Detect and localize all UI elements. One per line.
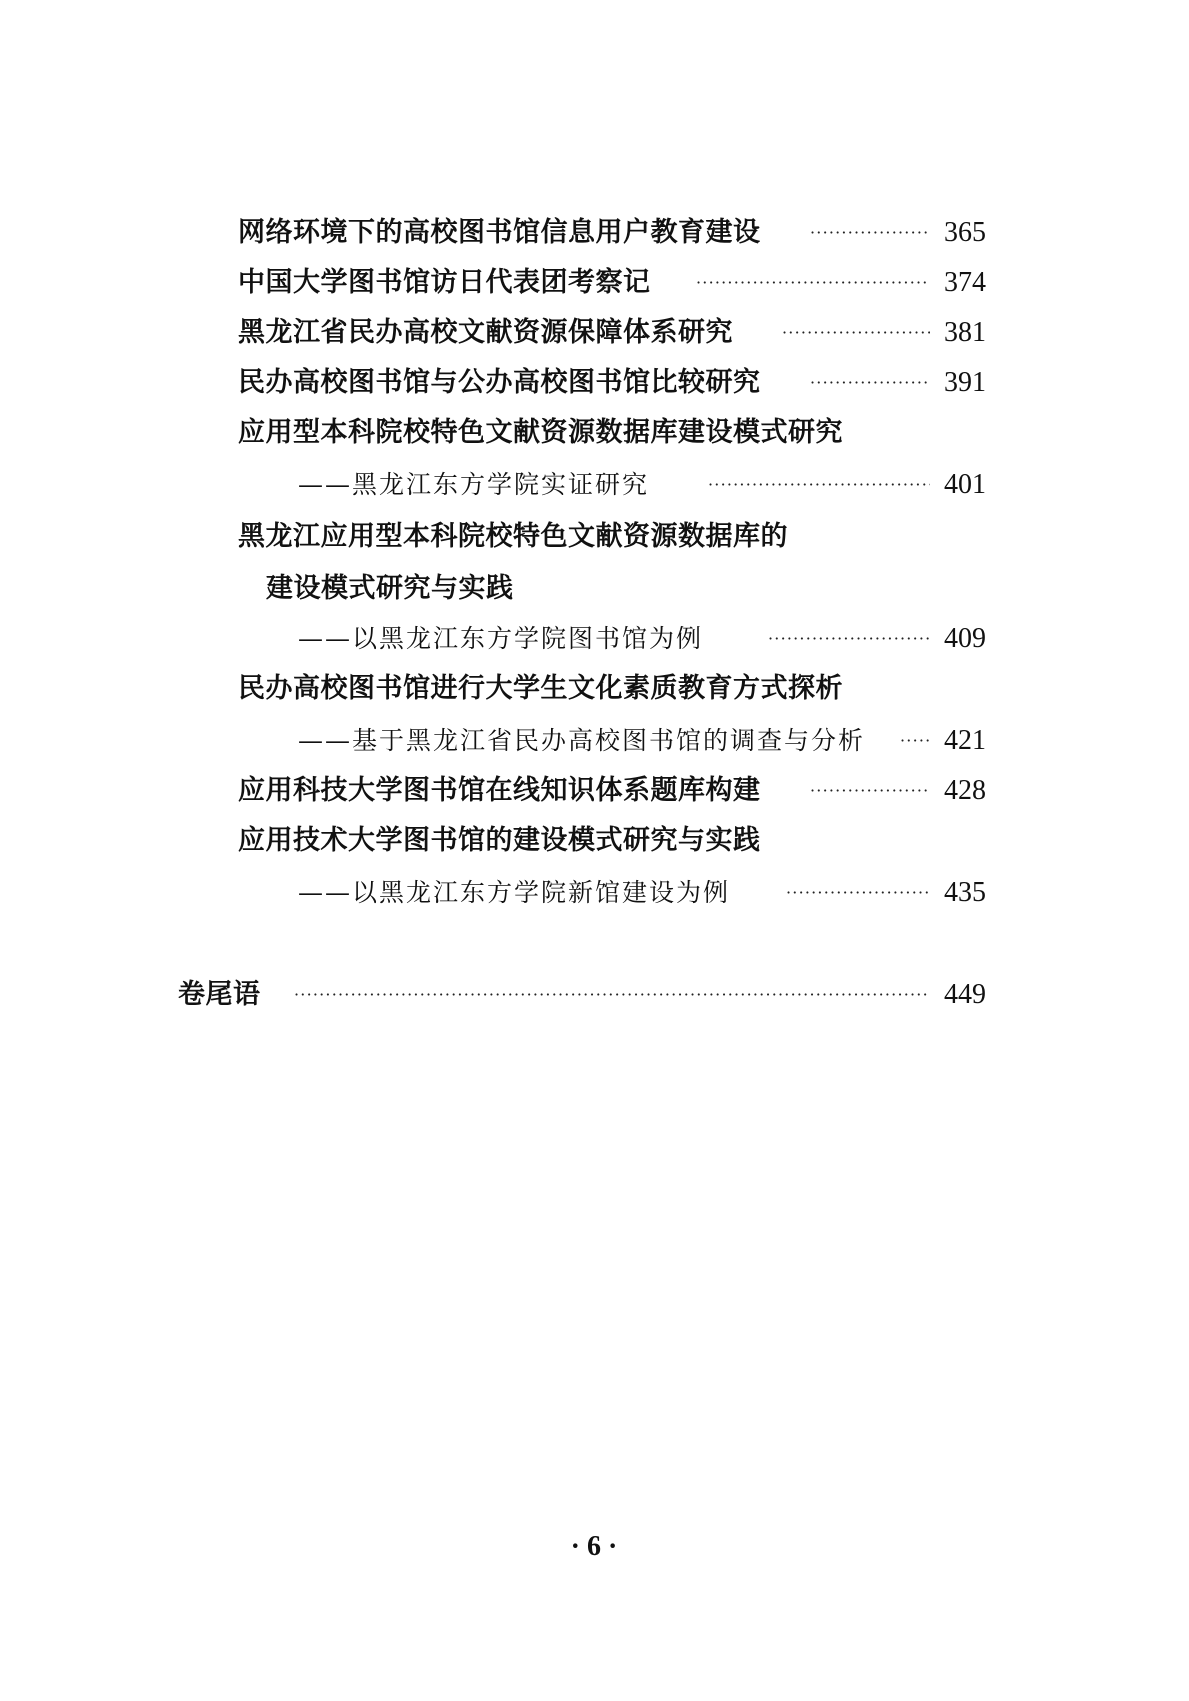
- toc-entry-page: 365: [944, 217, 986, 248]
- toc-entry-title: 民办高校图书馆与公办高校图书馆比较研究: [238, 367, 761, 398]
- toc-entry-title: 中国大学图书馆访日代表团考察记: [238, 267, 651, 298]
- dot-leader: [786, 873, 930, 913]
- toc-entry-subtitle: ——基于黑龙江省民办高校图书馆的调查与分析: [298, 726, 866, 755]
- toc-entry-title-line2: 建设模式研究与实践: [266, 573, 514, 604]
- toc-entry[interactable]: [238, 517, 986, 557]
- dot-leader: [696, 263, 930, 303]
- toc-entry-subtitle: ——以黑龙江东方学院图书馆为例: [298, 624, 704, 653]
- toc-section-entry[interactable]: [178, 975, 986, 1015]
- toc-entry-subtitle-row[interactable]: [238, 721, 986, 761]
- toc-entry-page: 409: [944, 623, 986, 654]
- page-number: · 6 ·: [570, 1531, 618, 1562]
- toc-entry-page: 435: [944, 877, 986, 908]
- dot-leader: [810, 363, 930, 403]
- toc-entry[interactable]: [238, 263, 986, 303]
- dot-leader: [810, 771, 930, 811]
- toc-entry[interactable]: [238, 669, 986, 709]
- toc-entry[interactable]: [238, 313, 986, 353]
- toc-entry-page: 421: [944, 725, 986, 756]
- dot-leader: [782, 313, 930, 353]
- toc-entry-title: 应用型本科院校特色文献资源数据库建设模式研究: [238, 417, 843, 448]
- toc-entry-title: 应用科技大学图书馆在线知识体系题库构建: [238, 775, 761, 806]
- toc-entry-page: 374: [944, 267, 986, 298]
- dot-leader: [294, 975, 930, 1015]
- toc-entry-subtitle-row[interactable]: [238, 873, 986, 913]
- toc-entry[interactable]: [238, 213, 986, 253]
- toc-section-title: 卷尾语: [178, 979, 261, 1010]
- toc-entry-title: 黑龙江省民办高校文献资源保障体系研究: [238, 317, 733, 348]
- toc-entry-page: 381: [944, 317, 986, 348]
- toc-entry-subtitle: ——黑龙江东方学院实证研究: [298, 470, 650, 499]
- toc-entry-title: 民办高校图书馆进行大学生文化素质教育方式探析: [238, 673, 843, 704]
- toc-entry-title: 黑龙江应用型本科院校特色文献资源数据库的: [238, 521, 788, 552]
- toc-entry-page: 428: [944, 775, 986, 806]
- dot-leader: [708, 465, 930, 505]
- toc-section-page: 449: [944, 979, 986, 1010]
- toc-entry[interactable]: [238, 363, 986, 403]
- toc-entry-subtitle-row[interactable]: [238, 465, 986, 505]
- toc-entry-subtitle-row[interactable]: [238, 619, 986, 659]
- toc-entry[interactable]: [238, 771, 986, 811]
- toc-entry-page: 401: [944, 469, 986, 500]
- toc-entry-title: 网络环境下的高校图书馆信息用户教育建设: [238, 217, 761, 248]
- toc-entry-title-continuation[interactable]: [238, 569, 986, 609]
- toc-entry-subtitle: ——以黑龙江东方学院新馆建设为例: [298, 878, 731, 907]
- toc-entry[interactable]: [238, 413, 986, 453]
- toc-entry-title: 应用技术大学图书馆的建设模式研究与实践: [238, 825, 761, 856]
- dot-leader: [768, 619, 930, 659]
- toc-entry[interactable]: [238, 821, 986, 861]
- toc-entry-page: 391: [944, 367, 986, 398]
- dot-leader: [900, 721, 930, 761]
- dot-leader: [810, 213, 930, 253]
